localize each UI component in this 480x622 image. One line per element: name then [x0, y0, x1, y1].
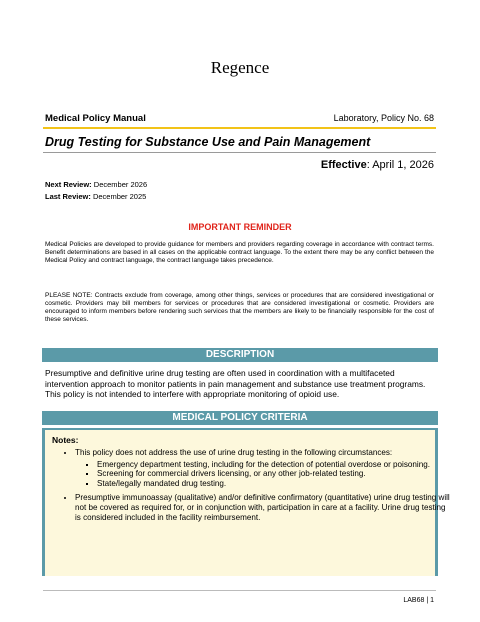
- page-number: LAB68 | 1: [403, 597, 434, 604]
- policy-number: Laboratory, Policy No. 68: [333, 113, 434, 123]
- reminder-heading: IMPORTANT REMINDER: [188, 222, 292, 232]
- title-divider: [43, 152, 436, 153]
- exclusion-sublist: [75, 460, 450, 489]
- last-review-value: December 2025: [90, 192, 147, 201]
- list-item: ▪ Screening for commercial drivers licensing, or any other job-related testing.: [97, 469, 450, 479]
- list-item: [75, 448, 450, 488]
- note-item-1: This policy does not address the use of urine drug testing in the following circumstances:: [75, 448, 393, 457]
- footer-divider: [43, 590, 436, 591]
- brand-name: Regence: [210, 58, 270, 77]
- please-note-paragraph: PLEASE NOTE: Contracts exclude from coverage, among other things, services or procedures that are considered investigational or cosmetic. Providers may bill members for services or procedures that are considered investigational or cosmetic. Providers are encouraged to inform members before rendering such services that the members are likely to be financially responsible for the cost of these services.: [45, 292, 434, 323]
- effective-value: : April 1, 2026: [366, 159, 434, 171]
- notes-label: Notes:: [52, 435, 79, 445]
- next-review-value: December 2026: [91, 180, 148, 189]
- description-heading: DESCRIPTION: [42, 348, 438, 362]
- last-review: [45, 192, 146, 201]
- list-item: ▪ State/legally mandated drug testing.: [97, 479, 450, 489]
- note-item-2: Presumptive immunoassay (qualitative) and/or definitive confirmatory (quantitative) urine drug testing will not be covered as required for, or in conjunction with, participation in care at a facility. Urine drug testing is considered included in the facility reimbursement.: [75, 493, 450, 522]
- last-review-label: Last Review:: [45, 192, 91, 201]
- description-text: Presumptive and definitive urine drug testing are often used in coordination with a multifaceted intervention approach to monitor patients in pain management and substance use treatment programs. This policy is not intended to interfere with appropriate monitoring of opioid use.: [45, 368, 426, 399]
- criteria-box: [42, 428, 450, 576]
- effective-date: [321, 159, 434, 171]
- notes-list: [51, 448, 450, 527]
- list-item: ▪ Emergency department testing, including for the detection of potential overdose or poisoning.: [97, 460, 450, 470]
- criteria-heading: MEDICAL POLICY CRITERIA: [42, 411, 438, 425]
- reminder-paragraph: Medical Policies are developed to provide guidance for members and providers regarding coverage in accordance with contract terms. Benefit determinations are based in all cases on the applicable contract language. To the extent there may be any conflict between the Medical Policy and contract language, the contract language takes precedence.: [45, 241, 434, 264]
- next-review-label: Next Review:: [45, 180, 92, 189]
- list-item: [75, 493, 450, 522]
- header-divider: [43, 127, 436, 129]
- manual-label: Medical Policy Manual: [45, 113, 146, 124]
- effective-label: Effective: [320, 159, 367, 171]
- criteria-notes-panel: [45, 430, 450, 576]
- next-review: [45, 180, 147, 189]
- policy-title: Drug Testing for Substance Use and Pain Management: [45, 135, 371, 149]
